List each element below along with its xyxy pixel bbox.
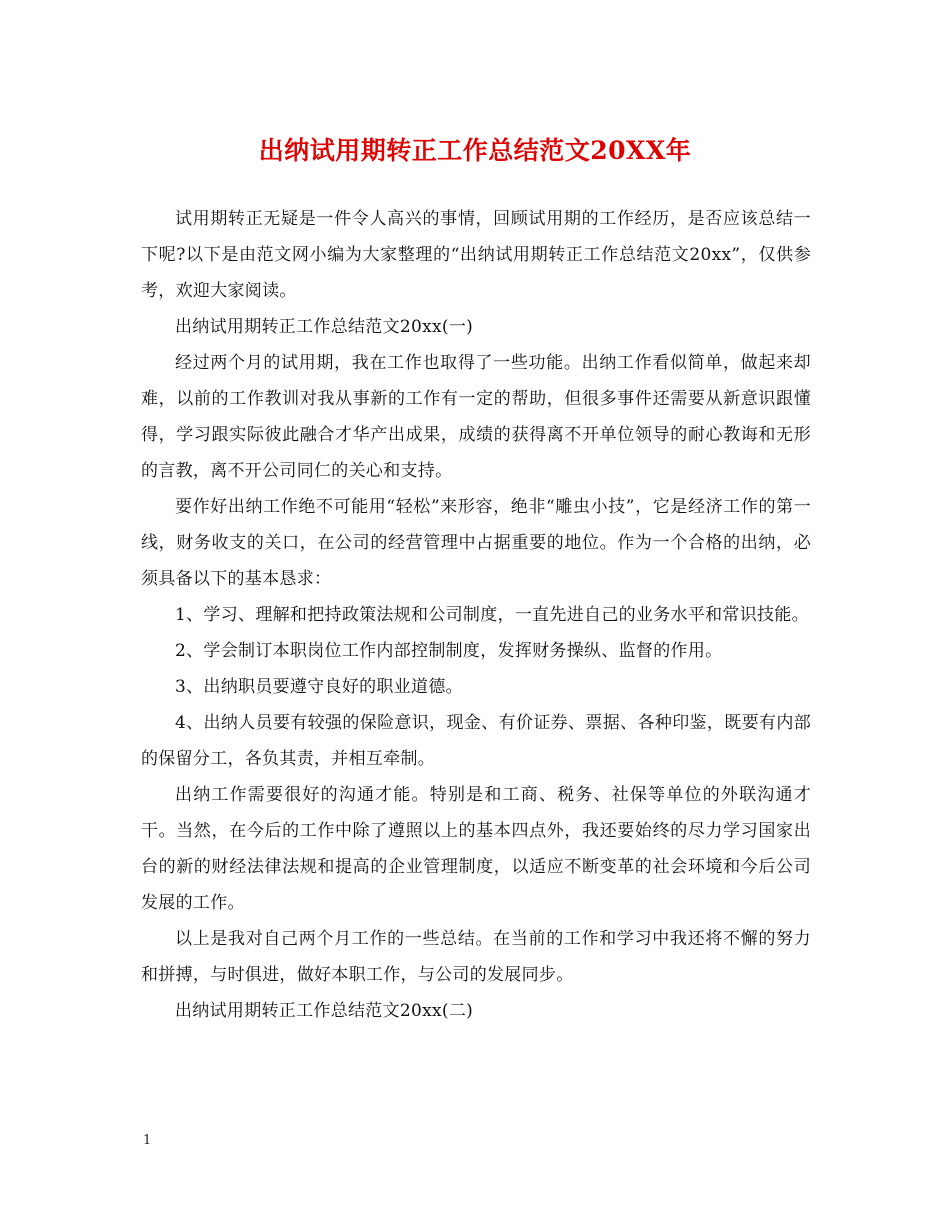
section-heading-2: 出纳试用期转正工作总结范文20xx(二) bbox=[175, 1001, 474, 1021]
section-heading-1: 出纳试用期转正工作总结范文20xx(一) bbox=[175, 317, 474, 337]
paragraph: 出纳工作需要很好的沟通才能。特别是和工商、税务、社保等单位的外联沟通才干。当然，在今后的工作中除了遵照以上的基本四点外，我还要始终的尽力学习国家出台的新的财经法律法规和提高的企业管理制度，以适应不断变革的社会环境和今后公司发展的工作。 bbox=[141, 785, 811, 913]
page-number: 1 bbox=[143, 1133, 152, 1148]
list-item: 3、出纳职员要遵守良好的职业道德。 bbox=[175, 677, 463, 697]
list-item: 4、出纳人员要有较强的保险意识，现金、有价证券、票据、各种印鉴，既要有内部的保留分工，各负其责，并相互牵制。 bbox=[141, 713, 811, 769]
paragraph: 以上是我对自己两个月工作的一些总结。在当前的工作和学习中我还将不懈的努力和拼搏，与时俱进，做好本职工作，与公司的发展同步。 bbox=[141, 929, 811, 985]
document-body bbox=[141, 201, 811, 1029]
list-item: 2、学会制订本职岗位工作内部控制制度，发挥财务操纵、监督的作用。 bbox=[175, 641, 723, 661]
paragraph: 要作好出纳工作绝不可能用“轻松”来形容，绝非“雕虫小技”，它是经济工作的第一线，财务收支的关口，在公司的经营管理中占据重要的地位。作为一个合格的出纳，必须具备以下的基本恳求： bbox=[141, 497, 811, 589]
paragraph: 经过两个月的试用期，我在工作也取得了一些功能。出纳工作看似简单，做起来却难，以前的工作教训对我从事新的工作有一定的帮助，但很多事件还需要从新意识跟懂得，学习跟实际彼此融合才华产出成果，成绩的获得离不开单位领导的耐心教诲和无形的言教，离不开公司同仁的关心和支持。 bbox=[141, 353, 811, 481]
paragraph-intro: 试用期转正无疑是一件令人高兴的事情，回顾试用期的工作经历，是否应该总结一下呢?以下是由范文网小编为大家整理的“出纳试用期转正工作总结范文20xx”，仅供参考，欢迎大家阅读。 bbox=[141, 209, 811, 301]
list-item: 1、学习、理解和把持政策法规和公司制度，一直先进自己的业务水平和常识技能。 bbox=[175, 605, 809, 625]
document-title: 出纳试用期转正工作总结范文20XX年 bbox=[258, 136, 692, 165]
